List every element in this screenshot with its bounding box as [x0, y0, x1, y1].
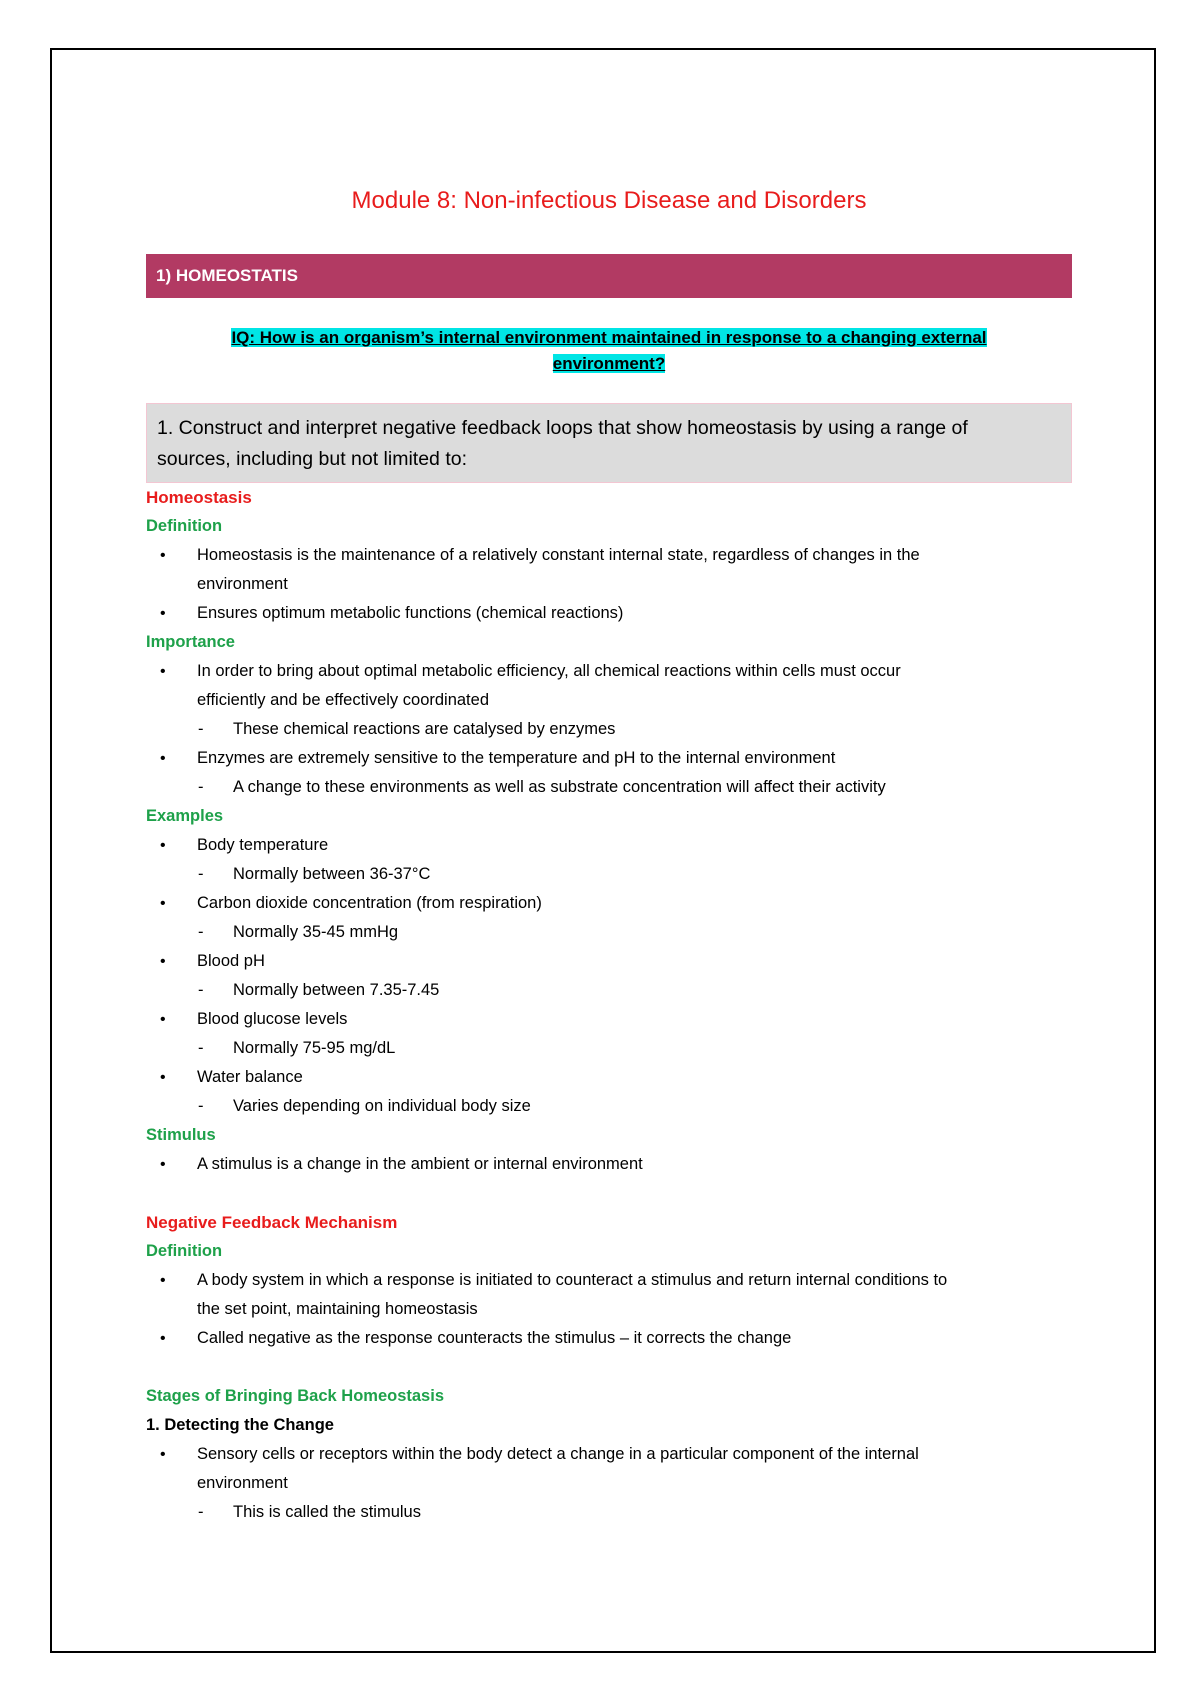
sub-item-text: This is called the stimulus — [233, 1503, 421, 1521]
importance-heading: Importance — [146, 633, 235, 651]
spacer — [146, 1179, 1072, 1208]
list-item — [146, 1063, 1072, 1092]
stages-heading: Stages of Bringing Back Homeostasis — [146, 1387, 444, 1405]
dash-icon: - — [198, 865, 204, 883]
list-item-text: Water balance — [197, 1068, 303, 1086]
list-item — [146, 541, 1072, 570]
definition-heading: Definition — [146, 517, 223, 535]
list-item-text: Homeostasis is the maintenance of a relatively constant internal state, regardless of changes in the — [197, 546, 920, 564]
dash-icon: - — [198, 1503, 204, 1521]
bullet-icon: • — [160, 750, 166, 767]
bullet-icon: • — [160, 605, 166, 622]
bullet-icon: • — [160, 953, 166, 970]
list-item — [146, 1324, 1072, 1353]
list-item-text: A stimulus is a change in the ambient or internal environment — [197, 1155, 643, 1173]
list-item-continuation — [146, 1295, 1072, 1324]
inquiry-question — [146, 325, 1072, 377]
sub-item-text: Normally between 36-37°C — [233, 865, 431, 883]
list-item-continuation — [146, 570, 1072, 599]
list-item — [146, 657, 1072, 686]
homeostasis-heading: Homeostasis — [146, 488, 252, 507]
bullet-icon: • — [160, 663, 166, 680]
bullet-icon: • — [160, 1446, 166, 1463]
list-item-text: Blood glucose levels — [197, 1010, 348, 1028]
negative-feedback-heading: Negative Feedback Mechanism — [146, 1213, 398, 1232]
page-title: Module 8: Non-infectious Disease and Disorders — [351, 187, 867, 214]
sub-item — [146, 1498, 1072, 1527]
sub-item-text: A change to these environments as well as substrate concentration will affect their activity — [233, 778, 886, 796]
stage1-heading: 1. Detecting the Change — [146, 1416, 334, 1434]
sub-item-text: Varies depending on individual body size — [233, 1097, 531, 1115]
list-item-text: Blood pH — [197, 952, 265, 970]
bullet-icon: • — [160, 837, 166, 854]
list-item — [146, 1005, 1072, 1034]
dash-icon: - — [198, 778, 204, 796]
list-item-text: Sensory cells or receptors within the body detect a change in a particular component of the internal — [197, 1445, 919, 1463]
sub-item-text: Normally 35-45 mmHg — [233, 923, 399, 941]
sub-item — [146, 860, 1072, 889]
list-item — [146, 1150, 1072, 1179]
list-item — [146, 831, 1072, 860]
list-item-continuation — [146, 686, 1072, 715]
list-item-text: Called negative as the response counteracts the stimulus – it corrects the change — [197, 1329, 792, 1347]
sub-item — [146, 715, 1072, 744]
sub-item — [146, 773, 1072, 802]
list-item-text: Ensures optimum metabolic functions (chemical reactions) — [197, 604, 624, 622]
dotpoint-line2: sources, including but not limited to: — [157, 448, 468, 470]
list-item-text: environment — [197, 575, 288, 593]
list-item — [146, 744, 1072, 773]
list-item — [146, 1266, 1072, 1295]
list-item-text: Body temperature — [197, 836, 329, 854]
sub-item-text: Normally between 7.35-7.45 — [233, 981, 440, 999]
dotpoint-line1: 1. Construct and interpret negative feedback loops that show homeostasis by using a range of — [157, 417, 968, 439]
sub-item-text: These chemical reactions are catalysed by enzymes — [233, 720, 616, 738]
list-item — [146, 889, 1072, 918]
bullet-icon: • — [160, 1011, 166, 1028]
list-item-text: Enzymes are extremely sensitive to the temperature and pH to the internal environment — [197, 749, 836, 767]
bullet-icon: • — [160, 895, 166, 912]
list-item-text: efficiently and be effectively coordinated — [197, 691, 489, 709]
dash-icon: - — [198, 1039, 204, 1057]
dash-icon: - — [198, 1097, 204, 1115]
sub-item — [146, 1092, 1072, 1121]
notes-body — [146, 483, 1072, 1527]
sub-item-text: Normally 75-95 mg/dL — [233, 1039, 396, 1057]
dash-icon: - — [198, 923, 204, 941]
bullet-icon: • — [160, 1330, 166, 1347]
list-item — [146, 1440, 1072, 1469]
list-item-text: the set point, maintaining homeostasis — [197, 1300, 478, 1318]
sub-item — [146, 1034, 1072, 1063]
syllabus-dotpoint — [146, 403, 1072, 483]
bullet-icon: • — [160, 1272, 166, 1289]
nf-definition-heading: Definition — [146, 1242, 223, 1260]
list-item-text: In order to bring about optimal metabolic efficiency, all chemical reactions within cells must occur — [197, 662, 901, 680]
dash-icon: - — [198, 720, 204, 738]
sub-item — [146, 976, 1072, 1005]
bullet-icon: • — [160, 1156, 166, 1173]
list-item-continuation — [146, 1469, 1072, 1498]
inquiry-question-line1: IQ: How is an organism’s internal environment maintained in response to a changing external — [231, 328, 987, 347]
bullet-icon: • — [160, 1069, 166, 1086]
bullet-icon: • — [160, 547, 166, 564]
list-item-text: Carbon dioxide concentration (from respiration) — [197, 894, 542, 912]
examples-heading: Examples — [146, 807, 224, 825]
dash-icon: - — [198, 981, 204, 999]
sub-item — [146, 918, 1072, 947]
spacer — [146, 1353, 1072, 1382]
list-item — [146, 599, 1072, 628]
stimulus-heading: Stimulus — [146, 1126, 216, 1144]
section-banner: 1) HOMEOSTATIS — [146, 254, 1072, 298]
list-item — [146, 947, 1072, 976]
list-item-text: A body system in which a response is initiated to counteract a stimulus and return internal conditions to — [197, 1271, 948, 1289]
list-item-text: environment — [197, 1474, 288, 1492]
inquiry-question-line2: environment? — [552, 354, 666, 373]
